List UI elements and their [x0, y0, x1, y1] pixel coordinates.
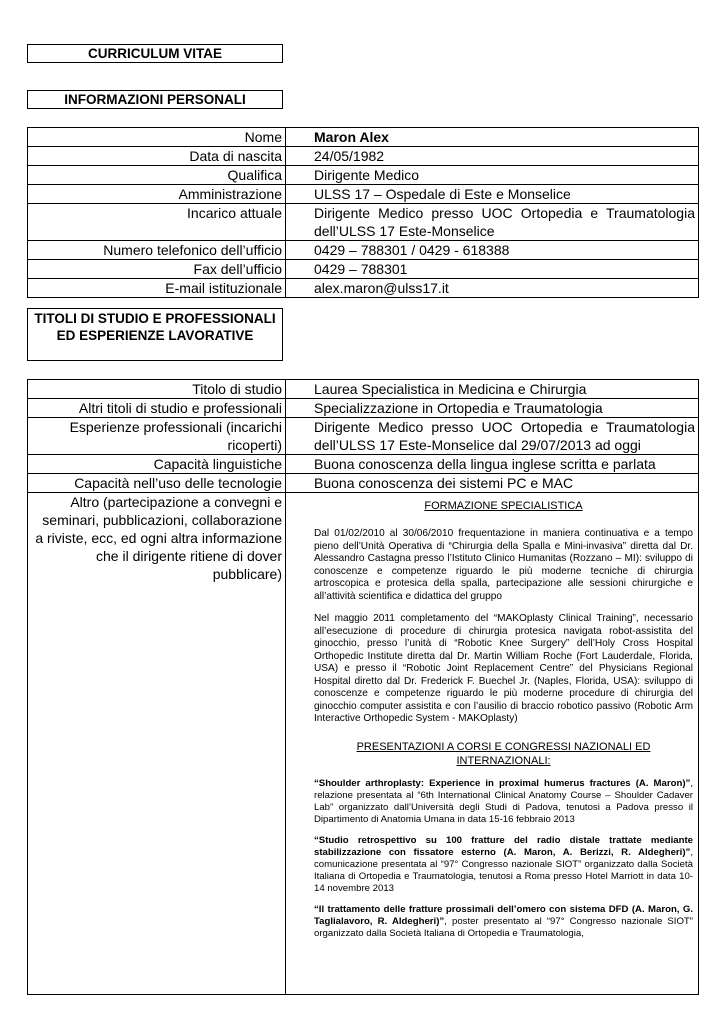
- table-row: [28, 474, 699, 493]
- value-data-nascita: 24/05/1982: [286, 147, 699, 166]
- label-lingue: Capacità linguistiche: [28, 455, 286, 474]
- label-email: E-mail istituzionale: [28, 279, 286, 298]
- label-incarico: Incarico attuale: [28, 204, 286, 241]
- table-row: [28, 493, 699, 995]
- table-row: [28, 260, 699, 279]
- label-altro: Altro (partecipazione a convegni e seminari, pubblicazioni, collaborazione a riviste, ecc, ed ogni altra informazione che il dirigente ritiene di dover pubblicare): [28, 493, 286, 995]
- value-altri-titoli: Specializzazione in Ortopedia e Traumatologia: [286, 399, 699, 418]
- presentation-details: , comunicazione presentata al “97° Congresso nazionale SIOT” organizzato dalla Società Italiana di Ortopedia e Traumatologia, tenutosi a Roma presso Hotel Marriott in data 10-14 novembre 2013: [314, 846, 693, 894]
- label-altri-titoli: Altri titoli di studio e professionali: [28, 399, 286, 418]
- table-row: [28, 380, 699, 399]
- table-row: [28, 455, 699, 474]
- table-row: [28, 241, 699, 260]
- value-lingue: Buona conoscenza della lingua inglese scritta e parlata: [286, 455, 699, 474]
- presentation-details: , relazione presentata al “6th International Clinical Anatomy Course – Shoulder Cadaver Lab” organizzato dall’Università degli Studi di Padova, tenutosi a Padova presso il Dipartimento di Anatomia Umana in data 15-16 febbraio 2013: [314, 777, 693, 825]
- label-telefono: Numero telefonico dell’ufficio: [28, 241, 286, 260]
- value-amministrazione: ULSS 17 – Ospedale di Este e Monselice: [286, 185, 699, 204]
- studies-table: [27, 379, 699, 995]
- table-row: [28, 185, 699, 204]
- value-incarico: Dirigente Medico presso UOC Ortopedia e Traumatologia dell’ULSS 17 Este-Monselice: [286, 204, 699, 241]
- table-row: [28, 128, 699, 147]
- label-nome: Nome: [28, 128, 286, 147]
- value-fax: 0429 – 788301: [286, 260, 699, 279]
- value-tecnologie: Buona conoscenza dei sistemi PC e MAC: [286, 474, 699, 493]
- table-row: [28, 147, 699, 166]
- value-qualifica: Dirigente Medico: [286, 166, 699, 185]
- value-email: alex.maron@ulss17.it: [286, 279, 699, 298]
- value-titolo-studio: Laurea Specialistica in Medicina e Chirurgia: [286, 380, 699, 399]
- label-data-nascita: Data di nascita: [28, 147, 286, 166]
- label-fax: Fax dell’ufficio: [28, 260, 286, 279]
- presentation-title: “Shoulder arthroplasty: Experience in proximal humerus fractures (A. Maron)”: [314, 777, 691, 789]
- presentation-title: “Il trattamento delle fratture prossimali dell’omero con sistema DFD (A. Maron, G. Taglialavoro, R. Aldegheri)”: [314, 903, 693, 927]
- presentation-item: [314, 778, 693, 826]
- value-esperienze: Dirigente Medico presso UOC Ortopedia e Traumatologia dell’ULSS 17 Este-Monselice dal 29/07/2013 ad oggi: [286, 418, 699, 455]
- formazione-paragraph-1: Dal 01/02/2010 al 30/06/2010 frequentazione in maniera continuativa e a tempo pieno dell’Unità Operativa di “Chirurgia della Spalla e Mini-invasiva” diretta dal Dr. Alessandro Castagna presso l’Istituto Clinico Humanitas (Rozzano – MI): sviluppo di conoscenze e competenze riguardo le più moderne tecniche di chirurgia artroscopica e protesica della spalla, partecipazione alle sessioni chirurgiche e all’attività scientifica e didattica del gruppo: [314, 528, 693, 602]
- label-titolo-studio: Titolo di studio: [28, 380, 286, 399]
- formazione-paragraph-2: Nel maggio 2011 completamento del “MAKOplasty Clinical Training”, necessario all’esecuzione di procedure di chirurgia protesica navigata robot-assistita del ginocchio, presso l’unità di “Robotic Knee Surgery” dell’Holy Cross Hospital Orthopedic Institute diretta dal Dr. Martin William Roche (Fort Lauderdale, Florida, USA) e presso il “Robotic Joint Replacement Centre” del Physicians Regional Hospital diretto dal Dr. Frederick F. Buechel Jr. (Naples, Florida, USA): sviluppo di conoscenze e competenze riguardo le più moderne procedure di chirurgia del ginocchio computer assistita e con l’ausilio di braccio robotico passivo (Robotic Arm Interactive Orthopedic System - MAKOplasty): [314, 613, 693, 724]
- table-row: [28, 166, 699, 185]
- label-esperienze: Esperienze professionali (incarichi ricoperti): [28, 418, 286, 455]
- presentation-details: , poster presentato al “97° Congresso nazionale SIOT” organizzato dalla Società Italiana di Ortopedia e Traumatologia,: [314, 915, 693, 939]
- altro-details: [286, 493, 699, 995]
- formazione-heading: FORMAZIONE SPECIALISTICA: [424, 500, 583, 512]
- table-row: [28, 418, 699, 455]
- cv-title: CURRICULUM VITAE: [27, 44, 283, 63]
- value-telefono: 0429 – 788301 / 0429 - 618388: [286, 241, 699, 260]
- value-nome: Maron Alex: [286, 128, 699, 147]
- label-tecnologie: Capacità nell’uso delle tecnologie: [28, 474, 286, 493]
- personal-info-table: [27, 127, 699, 298]
- studies-section-title: TITOLI DI STUDIO E PROFESSIONALI ED ESPERIENZE LAVORATIVE: [27, 308, 283, 361]
- presentation-item: [314, 835, 693, 895]
- table-row: [28, 204, 699, 241]
- presentation-item: [314, 904, 693, 940]
- presentation-title: “Studio retrospettivo su 100 fratture del radio distale trattate mediante stabilizzazione con fissatore esterno (A. Maron, A. Berizzi, R. Aldegheri)”: [314, 834, 693, 858]
- table-row: [28, 279, 699, 298]
- table-row: [28, 399, 699, 418]
- presentazioni-heading: PRESENTAZIONI A CORSI E CONGRESSI NAZIONALI ED INTERNAZIONALI:: [356, 740, 651, 767]
- label-qualifica: Qualifica: [28, 166, 286, 185]
- label-amministrazione: Amministrazione: [28, 185, 286, 204]
- personal-section-title: INFORMAZIONI PERSONALI: [27, 90, 283, 109]
